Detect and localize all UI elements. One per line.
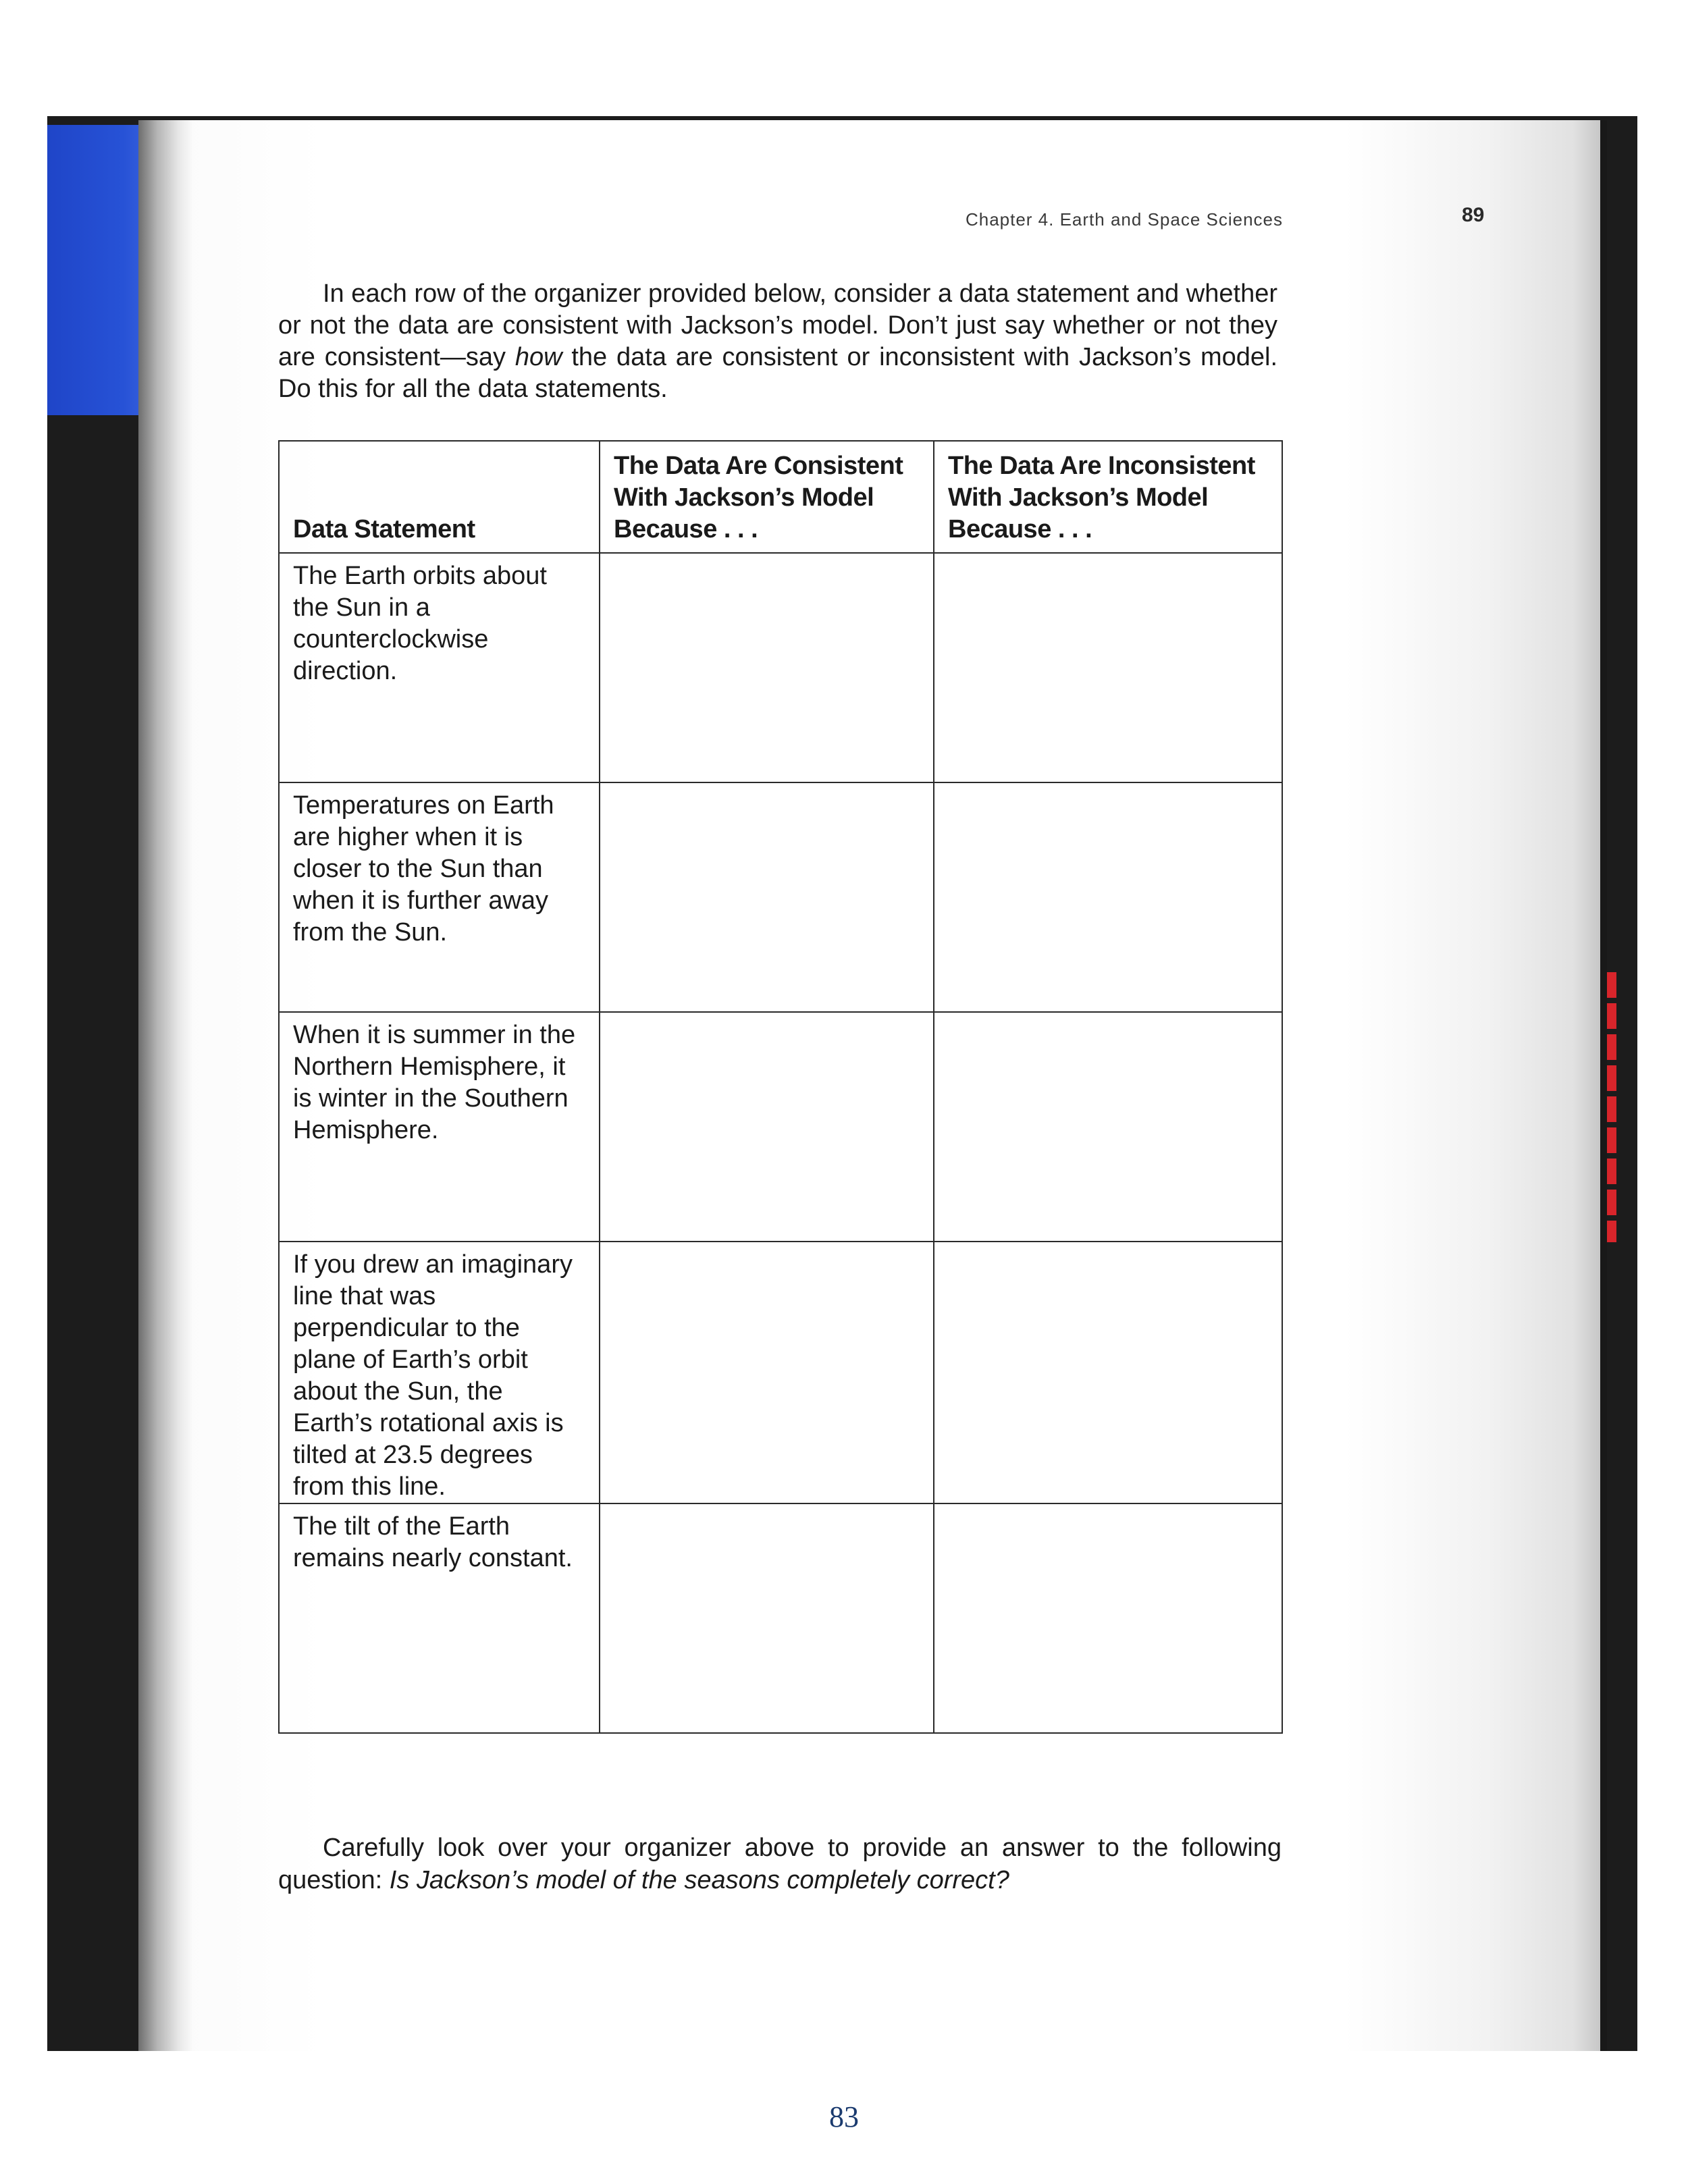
page-edge-shadow (1573, 120, 1607, 2051)
red-edge-marks (1607, 972, 1616, 1242)
data-statement-cell: When it is summer in the Northern Hemisphere, it is winter in the Southern Hemisphere. (279, 1012, 600, 1242)
consistent-answer-cell[interactable] (600, 1503, 934, 1733)
consistent-answer-cell[interactable] (600, 1242, 934, 1503)
intro-text-1: In each row of the organizer provided below, consider a data statement and whether or not the data are consistent with Jackson’s model. Don’t just say whether or not they are consistent—say (278, 279, 1277, 371)
data-organizer-table (278, 440, 1283, 1734)
footer-page-number: 83 (829, 2100, 859, 2133)
table-row (279, 553, 1282, 782)
data-statement-cell: The tilt of the Earth remains nearly constant. (279, 1503, 600, 1733)
data-statement-cell: Temperatures on Earth are higher when it is closer to the Sun than when it is further away from the Sun. (279, 782, 600, 1012)
closing-paragraph (278, 1832, 1282, 1896)
page-gutter-shadow (138, 120, 192, 2051)
table-header-row (279, 441, 1282, 553)
closing-text: Carefully look over your organizer above to provide an answer to the following question: (278, 1834, 1282, 1894)
inconsistent-answer-cell[interactable] (934, 1503, 1282, 1733)
table-row (279, 1503, 1282, 1733)
inconsistent-answer-cell[interactable] (934, 553, 1282, 782)
data-statement-cell: The Earth orbits about the Sun in a counterclockwise direction. (279, 553, 600, 782)
consistent-answer-cell[interactable] (600, 782, 934, 1012)
inconsistent-answer-cell[interactable] (934, 782, 1282, 1012)
inconsistent-answer-cell[interactable] (934, 1012, 1282, 1242)
table-row (279, 1012, 1282, 1242)
table-row (279, 782, 1282, 1012)
consistent-answer-cell[interactable] (600, 1012, 934, 1242)
header-consistent: The Data Are Consistent With Jackson’s Model Because . . . (600, 441, 934, 553)
page-number: 89 (1462, 204, 1485, 226)
closing-question: Is Jackson’s model of the seasons completely correct? (389, 1866, 1009, 1894)
intro-emphasis: how (515, 343, 562, 371)
data-statement-cell: If you drew an imaginary line that was perpendicular to the plane of Earth’s orbit about the Sun, the Earth’s rotational axis is tilted at 23.5 degrees from this line. (279, 1242, 600, 1503)
intro-text-2: the data are consistent or inconsistent with Jackson’s model. Do this for all the data statements. (278, 343, 1277, 403)
header-data-statement: Data Statement (279, 441, 600, 553)
header-inconsistent: The Data Are Inconsistent With Jackson’s Model Because . . . (934, 441, 1282, 553)
consistent-answer-cell[interactable] (600, 553, 934, 782)
intro-paragraph (278, 278, 1277, 405)
inconsistent-answer-cell[interactable] (934, 1242, 1282, 1503)
table-row (279, 1242, 1282, 1503)
running-head: Chapter 4. Earth and Space Sciences (965, 209, 1283, 230)
